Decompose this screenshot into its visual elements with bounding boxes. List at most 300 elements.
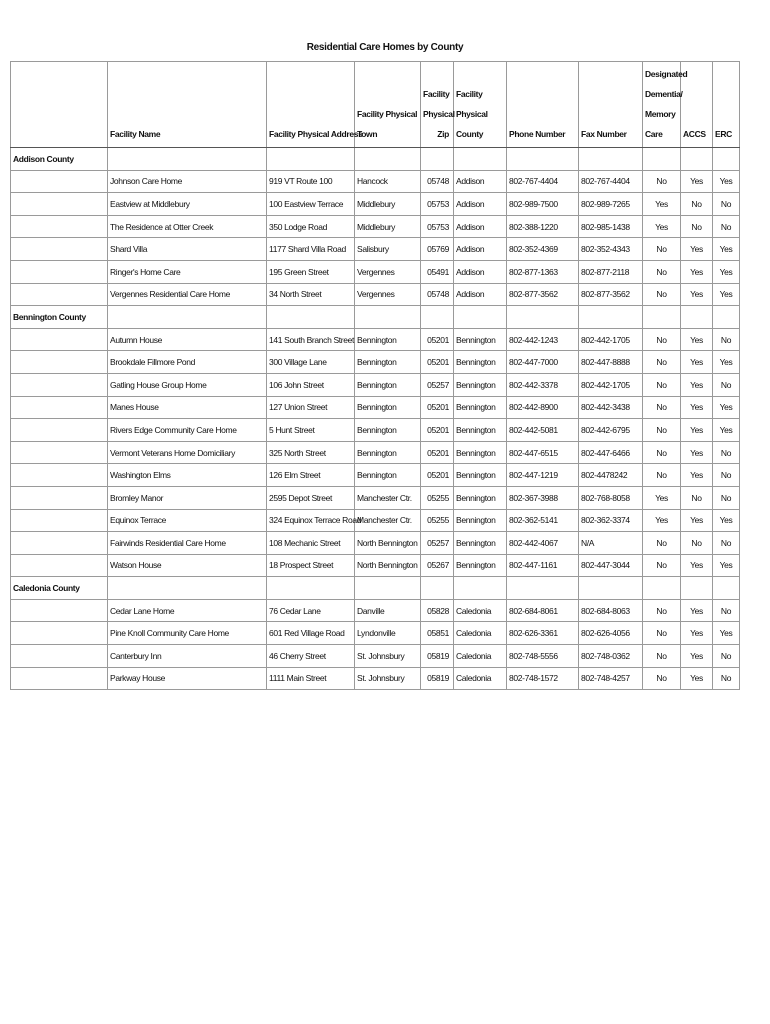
document-title: Residential Care Homes by County	[306, 42, 464, 53]
fax-cell: N/A	[579, 532, 643, 555]
header-fax: Fax Number	[579, 62, 643, 148]
empty-cell	[11, 373, 108, 396]
phone-cell: 802-767-4404	[507, 170, 579, 193]
table-row	[11, 622, 740, 645]
erc-cell: Yes	[713, 283, 740, 306]
town-cell: Salisbury	[355, 238, 421, 261]
erc-cell: Yes	[713, 170, 740, 193]
county-row	[11, 148, 740, 171]
town-cell: Vergennes	[355, 260, 421, 283]
empty-cell	[11, 193, 108, 216]
empty-cell	[713, 577, 740, 600]
town-cell: Vergennes	[355, 283, 421, 306]
phone-cell: 802-362-5141	[507, 509, 579, 532]
table-row	[11, 486, 740, 509]
header-county	[11, 62, 108, 148]
empty-cell	[507, 577, 579, 600]
dementia-cell: No	[643, 170, 681, 193]
empty-cell	[267, 577, 355, 600]
facility-name-cell: Bromley Manor	[108, 486, 267, 509]
town-cell: North Bennington	[355, 554, 421, 577]
address-cell: 300 Village Lane	[267, 351, 355, 374]
county-row	[11, 577, 740, 600]
fax-cell: 802-447-6466	[579, 441, 643, 464]
zip-cell: 05828	[421, 599, 454, 622]
physical-county-cell: Bennington	[454, 532, 507, 555]
empty-cell	[355, 306, 421, 329]
phone-cell: 802-447-6515	[507, 441, 579, 464]
address-cell: 324 Equinox Terrace Road	[267, 509, 355, 532]
physical-county-cell: Addison	[454, 215, 507, 238]
address-cell: 108 Mechanic Street	[267, 532, 355, 555]
address-cell: 5 Hunt Street	[267, 419, 355, 442]
accs-cell: Yes	[681, 441, 713, 464]
zip-cell: 05819	[421, 645, 454, 668]
empty-cell	[11, 328, 108, 351]
fax-cell: 802-877-2118	[579, 260, 643, 283]
physical-county-cell: Addison	[454, 193, 507, 216]
zip-cell: 05769	[421, 238, 454, 261]
phone-cell: 802-989-7500	[507, 193, 579, 216]
facility-name-cell: Cedar Lane Home	[108, 599, 267, 622]
town-cell: Manchester Ctr.	[355, 486, 421, 509]
dementia-cell: No	[643, 238, 681, 261]
zip-cell: 05201	[421, 419, 454, 442]
table-row	[11, 351, 740, 374]
address-cell: 34 North Street	[267, 283, 355, 306]
erc-cell: No	[713, 441, 740, 464]
town-cell: Danville	[355, 599, 421, 622]
empty-cell	[681, 148, 713, 171]
empty-cell	[11, 396, 108, 419]
empty-cell	[11, 622, 108, 645]
dementia-cell: Yes	[643, 509, 681, 532]
phone-cell: 802-447-1219	[507, 464, 579, 487]
phone-cell: 802-684-8061	[507, 599, 579, 622]
phone-cell: 802-748-1572	[507, 667, 579, 690]
fax-cell: 802-684-8063	[579, 599, 643, 622]
address-cell: 1111 Main Street	[267, 667, 355, 690]
physical-county-cell: Bennington	[454, 486, 507, 509]
facility-name-cell: Eastview at Middlebury	[108, 193, 267, 216]
empty-cell	[579, 577, 643, 600]
fax-cell: 802-447-3044	[579, 554, 643, 577]
address-cell: 1177 Shard Villa Road	[267, 238, 355, 261]
empty-cell	[681, 577, 713, 600]
town-cell: Bennington	[355, 419, 421, 442]
accs-cell: Yes	[681, 373, 713, 396]
dementia-cell: No	[643, 260, 681, 283]
empty-cell	[454, 306, 507, 329]
table-row	[11, 599, 740, 622]
phone-cell: 802-352-4369	[507, 238, 579, 261]
dementia-cell: No	[643, 599, 681, 622]
dementia-cell: No	[643, 283, 681, 306]
physical-county-cell: Caledonia	[454, 622, 507, 645]
dementia-cell: No	[643, 464, 681, 487]
phone-cell: 802-367-3988	[507, 486, 579, 509]
table-body	[11, 148, 740, 690]
address-cell: 76 Cedar Lane	[267, 599, 355, 622]
zip-cell: 05201	[421, 328, 454, 351]
accs-cell: No	[681, 486, 713, 509]
header-facility-name: Facility Name	[108, 62, 267, 148]
zip-cell: 05267	[421, 554, 454, 577]
accs-cell: Yes	[681, 283, 713, 306]
erc-cell: No	[713, 599, 740, 622]
accs-cell: No	[681, 215, 713, 238]
table-row	[11, 645, 740, 668]
fax-cell: 802-447-8888	[579, 351, 643, 374]
empty-cell	[11, 667, 108, 690]
empty-cell	[108, 306, 267, 329]
town-cell: Bennington	[355, 464, 421, 487]
zip-cell: 05257	[421, 373, 454, 396]
zip-cell: 05491	[421, 260, 454, 283]
physical-county-cell: Caledonia	[454, 667, 507, 690]
empty-cell	[108, 577, 267, 600]
address-cell: 350 Lodge Road	[267, 215, 355, 238]
accs-cell: Yes	[681, 328, 713, 351]
fax-cell: 802-767-4404	[579, 170, 643, 193]
facility-name-cell: Gatling House Group Home	[108, 373, 267, 396]
dementia-cell: No	[643, 396, 681, 419]
table-row	[11, 193, 740, 216]
zip-cell: 05201	[421, 441, 454, 464]
empty-cell	[454, 577, 507, 600]
fax-cell: 802-4478242	[579, 464, 643, 487]
accs-cell: Yes	[681, 396, 713, 419]
accs-cell: Yes	[681, 645, 713, 668]
accs-cell: Yes	[681, 509, 713, 532]
empty-cell	[643, 148, 681, 171]
dementia-cell: No	[643, 667, 681, 690]
table-row	[11, 554, 740, 577]
accs-cell: No	[681, 193, 713, 216]
address-cell: 601 Red Village Road	[267, 622, 355, 645]
address-cell: 127 Union Street	[267, 396, 355, 419]
zip-cell: 05753	[421, 215, 454, 238]
empty-cell	[11, 351, 108, 374]
erc-cell: Yes	[713, 351, 740, 374]
town-cell: Bennington	[355, 441, 421, 464]
empty-cell	[579, 306, 643, 329]
town-cell: Hancock	[355, 170, 421, 193]
zip-cell: 05851	[421, 622, 454, 645]
phone-cell: 802-447-1161	[507, 554, 579, 577]
empty-cell	[507, 306, 579, 329]
dementia-cell: No	[643, 328, 681, 351]
dementia-cell: No	[643, 645, 681, 668]
erc-cell: Yes	[713, 554, 740, 577]
phone-cell: 802-442-4067	[507, 532, 579, 555]
fax-cell: 802-989-7265	[579, 193, 643, 216]
erc-cell: Yes	[713, 396, 740, 419]
fax-cell: 802-626-4056	[579, 622, 643, 645]
accs-cell: No	[681, 532, 713, 555]
empty-cell	[11, 238, 108, 261]
address-cell: 46 Cherry Street	[267, 645, 355, 668]
phone-cell: 802-442-3378	[507, 373, 579, 396]
dementia-cell: No	[643, 351, 681, 374]
town-cell: Lyndonville	[355, 622, 421, 645]
facility-name-cell: Equinox Terrace	[108, 509, 267, 532]
zip-cell: 05201	[421, 396, 454, 419]
empty-cell	[11, 215, 108, 238]
phone-cell: 802-442-5081	[507, 419, 579, 442]
erc-cell: Yes	[713, 238, 740, 261]
accs-cell: Yes	[681, 667, 713, 690]
town-cell: St. Johnsbury	[355, 667, 421, 690]
table-row	[11, 667, 740, 690]
address-cell: 195 Green Street	[267, 260, 355, 283]
phone-cell: 802-388-1220	[507, 215, 579, 238]
header-row	[11, 62, 740, 148]
empty-cell	[355, 577, 421, 600]
empty-cell	[579, 148, 643, 171]
phone-cell: 802-626-3361	[507, 622, 579, 645]
empty-cell	[355, 148, 421, 171]
fax-cell: 802-985-1438	[579, 215, 643, 238]
facility-name-cell: The Residence at Otter Creek	[108, 215, 267, 238]
physical-county-cell: Caledonia	[454, 599, 507, 622]
erc-cell: No	[713, 193, 740, 216]
zip-cell: 05748	[421, 170, 454, 193]
dementia-cell: Yes	[643, 193, 681, 216]
facility-name-cell: Parkway House	[108, 667, 267, 690]
table-row	[11, 260, 740, 283]
physical-county-cell: Bennington	[454, 554, 507, 577]
empty-cell	[11, 599, 108, 622]
fax-cell: 802-768-8058	[579, 486, 643, 509]
phone-cell: 802-442-8900	[507, 396, 579, 419]
empty-cell	[11, 283, 108, 306]
fax-cell: 802-877-3562	[579, 283, 643, 306]
county-label: Caledonia County	[11, 577, 108, 600]
empty-cell	[421, 577, 454, 600]
empty-cell	[713, 148, 740, 171]
table-row	[11, 215, 740, 238]
accs-cell: Yes	[681, 260, 713, 283]
header-phone: Phone Number	[507, 62, 579, 148]
physical-county-cell: Addison	[454, 238, 507, 261]
empty-cell	[507, 148, 579, 171]
empty-cell	[681, 306, 713, 329]
fax-cell: 802-442-1705	[579, 373, 643, 396]
erc-cell: No	[713, 486, 740, 509]
erc-cell: No	[713, 464, 740, 487]
table-row	[11, 283, 740, 306]
facility-name-cell: Autumn House	[108, 328, 267, 351]
phone-cell: 802-748-5556	[507, 645, 579, 668]
header-address: Facility Physical Address	[267, 62, 355, 148]
facility-name-cell: Vermont Veterans Home Domiciliary	[108, 441, 267, 464]
table-row	[11, 464, 740, 487]
dementia-cell: No	[643, 373, 681, 396]
zip-cell: 05201	[421, 351, 454, 374]
erc-cell: Yes	[713, 260, 740, 283]
accs-cell: Yes	[681, 170, 713, 193]
erc-cell: No	[713, 215, 740, 238]
facility-name-cell: Manes House	[108, 396, 267, 419]
physical-county-cell: Addison	[454, 283, 507, 306]
zip-cell: 05748	[421, 283, 454, 306]
table-row	[11, 396, 740, 419]
town-cell: Bennington	[355, 351, 421, 374]
table-row	[11, 328, 740, 351]
address-cell: 106 John Street	[267, 373, 355, 396]
empty-cell	[421, 148, 454, 171]
zip-cell: 05255	[421, 509, 454, 532]
facility-name-cell: Watson House	[108, 554, 267, 577]
empty-cell	[11, 486, 108, 509]
dementia-cell: No	[643, 532, 681, 555]
table-row	[11, 238, 740, 261]
facility-name-cell: Washington Elms	[108, 464, 267, 487]
town-cell: Bennington	[355, 396, 421, 419]
empty-cell	[11, 554, 108, 577]
physical-county-cell: Bennington	[454, 351, 507, 374]
empty-cell	[108, 148, 267, 171]
fax-cell: 802-442-3438	[579, 396, 643, 419]
phone-cell: 802-877-3562	[507, 283, 579, 306]
empty-cell	[11, 532, 108, 555]
erc-cell: No	[713, 373, 740, 396]
town-cell: North Bennington	[355, 532, 421, 555]
empty-cell	[643, 577, 681, 600]
empty-cell	[11, 509, 108, 532]
phone-cell: 802-877-1363	[507, 260, 579, 283]
accs-cell: Yes	[681, 238, 713, 261]
town-cell: Manchester Ctr.	[355, 509, 421, 532]
facility-name-cell: Ringer's Home Care	[108, 260, 267, 283]
dementia-cell: Yes	[643, 215, 681, 238]
erc-cell: No	[713, 532, 740, 555]
empty-cell	[11, 645, 108, 668]
erc-cell: No	[713, 645, 740, 668]
physical-county-cell: Bennington	[454, 441, 507, 464]
zip-cell: 05257	[421, 532, 454, 555]
physical-county-cell: Bennington	[454, 464, 507, 487]
empty-cell	[11, 170, 108, 193]
physical-county-cell: Bennington	[454, 419, 507, 442]
physical-county-cell: Bennington	[454, 509, 507, 532]
table-row	[11, 419, 740, 442]
address-cell: 18 Prospect Street	[267, 554, 355, 577]
header-accs: ACCS	[681, 62, 713, 148]
town-cell: Middlebury	[355, 215, 421, 238]
empty-cell	[11, 464, 108, 487]
empty-cell	[643, 306, 681, 329]
facility-name-cell: Canterbury Inn	[108, 645, 267, 668]
county-label: Bennington County	[11, 306, 108, 329]
table-row	[11, 441, 740, 464]
town-cell: Middlebury	[355, 193, 421, 216]
physical-county-cell: Addison	[454, 260, 507, 283]
accs-cell: Yes	[681, 351, 713, 374]
empty-cell	[713, 306, 740, 329]
empty-cell	[421, 306, 454, 329]
fax-cell: 802-442-1705	[579, 328, 643, 351]
dementia-cell: No	[643, 441, 681, 464]
erc-cell: Yes	[713, 419, 740, 442]
header-zip: Facility Physical Zip	[421, 62, 454, 148]
facility-name-cell: Rivers Edge Community Care Home	[108, 419, 267, 442]
town-cell: Bennington	[355, 328, 421, 351]
physical-county-cell: Bennington	[454, 373, 507, 396]
address-cell: 141 South Branch Street	[267, 328, 355, 351]
dementia-cell: Yes	[643, 486, 681, 509]
facility-name-cell: Fairwinds Residential Care Home	[108, 532, 267, 555]
table-row	[11, 509, 740, 532]
town-cell: St. Johnsbury	[355, 645, 421, 668]
empty-cell	[267, 306, 355, 329]
address-cell: 325 North Street	[267, 441, 355, 464]
empty-cell	[11, 260, 108, 283]
physical-county-cell: Bennington	[454, 328, 507, 351]
zip-cell: 05753	[421, 193, 454, 216]
fax-cell: 802-352-4343	[579, 238, 643, 261]
zip-cell: 05819	[421, 667, 454, 690]
facility-name-cell: Vergennes Residential Care Home	[108, 283, 267, 306]
header-town: Facility Physical Town	[355, 62, 421, 148]
erc-cell: No	[713, 328, 740, 351]
empty-cell	[454, 148, 507, 171]
physical-county-cell: Addison	[454, 170, 507, 193]
facilities-table	[10, 61, 740, 690]
phone-cell: 802-447-7000	[507, 351, 579, 374]
zip-cell: 05255	[421, 486, 454, 509]
header-physical-county: Facility Physical County	[454, 62, 507, 148]
table-row	[11, 532, 740, 555]
fax-cell: 802-748-4257	[579, 667, 643, 690]
table-row	[11, 170, 740, 193]
dementia-cell: No	[643, 419, 681, 442]
accs-cell: Yes	[681, 464, 713, 487]
header-erc: ERC	[713, 62, 740, 148]
fax-cell: 802-362-3374	[579, 509, 643, 532]
erc-cell: Yes	[713, 622, 740, 645]
address-cell: 100 Eastview Terrace	[267, 193, 355, 216]
header-dementia: Designated Dementia/ Memory Care	[643, 62, 681, 148]
empty-cell	[11, 419, 108, 442]
zip-cell: 05201	[421, 464, 454, 487]
empty-cell	[11, 441, 108, 464]
accs-cell: Yes	[681, 622, 713, 645]
county-label: Addison County	[11, 148, 108, 171]
table-row	[11, 373, 740, 396]
facility-name-cell: Shard Villa	[108, 238, 267, 261]
accs-cell: Yes	[681, 419, 713, 442]
dementia-cell: No	[643, 554, 681, 577]
erc-cell: No	[713, 667, 740, 690]
erc-cell: Yes	[713, 509, 740, 532]
address-cell: 919 VT Route 100	[267, 170, 355, 193]
county-row	[11, 306, 740, 329]
physical-county-cell: Bennington	[454, 396, 507, 419]
accs-cell: Yes	[681, 554, 713, 577]
fax-cell: 802-442-6795	[579, 419, 643, 442]
accs-cell: Yes	[681, 599, 713, 622]
dementia-cell: No	[643, 622, 681, 645]
fax-cell: 802-748-0362	[579, 645, 643, 668]
address-cell: 2595 Depot Street	[267, 486, 355, 509]
facility-name-cell: Johnson Care Home	[108, 170, 267, 193]
phone-cell: 802-442-1243	[507, 328, 579, 351]
physical-county-cell: Caledonia	[454, 645, 507, 668]
facility-name-cell: Pine Knoll Community Care Home	[108, 622, 267, 645]
empty-cell	[267, 148, 355, 171]
